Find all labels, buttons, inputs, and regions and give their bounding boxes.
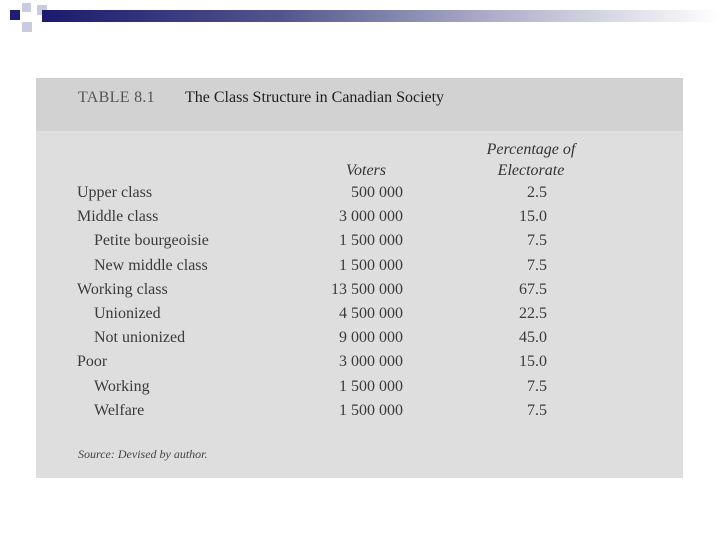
row-voters: 13 500 000	[331, 280, 403, 298]
table-title: The Class Structure in Canadian Society	[185, 89, 445, 106]
row-label: Middle class	[77, 208, 159, 226]
row-label: Working	[94, 377, 150, 395]
table-panel	[36, 78, 683, 478]
row-percentage: 2.5	[527, 184, 547, 201]
row-voters: 3 000 000	[339, 208, 403, 226]
row-label: Poor	[77, 353, 108, 371]
row-label: Not unionized	[94, 329, 186, 347]
column-header-voters: Voters	[346, 162, 386, 179]
row-label: Working class	[77, 280, 168, 298]
row-percentage: 7.5	[527, 377, 547, 395]
row-label: Petite bourgeoisie	[94, 232, 209, 250]
row-percentage: 22.5	[519, 304, 547, 322]
row-label: New middle class	[94, 256, 208, 274]
table-number: TABLE 8.1	[78, 89, 155, 106]
table-row	[36, 255, 683, 279]
decor-square-light	[22, 22, 32, 32]
row-voters: 1 500 000	[339, 256, 403, 274]
table-row	[36, 206, 683, 230]
row-label: Upper class	[77, 184, 153, 201]
row-voters: 1 500 000	[339, 377, 403, 395]
row-label: Unionized	[94, 304, 161, 322]
row-percentage: 45.0	[519, 329, 547, 347]
table-body	[36, 182, 683, 424]
row-percentage: 67.5	[519, 280, 547, 298]
column-header-electorate: Electorate	[497, 162, 565, 179]
table-title-band	[36, 78, 683, 131]
header-gradient-bar	[42, 10, 720, 22]
table-row	[36, 327, 683, 351]
row-voters: 500 000	[351, 184, 403, 201]
row-percentage: 7.5	[527, 232, 547, 250]
table-row	[36, 279, 683, 303]
table-row	[36, 400, 683, 424]
row-percentage: 7.5	[527, 256, 547, 274]
decor-square-dark	[10, 10, 20, 20]
table-source-note: Source: Devised by author.	[78, 447, 208, 461]
row-voters: 3 000 000	[339, 353, 403, 371]
row-voters: 1 500 000	[339, 401, 403, 419]
table-row	[36, 182, 683, 206]
row-percentage: 15.0	[519, 353, 547, 371]
table-row	[36, 230, 683, 254]
table-row	[36, 376, 683, 400]
row-voters: 1 500 000	[339, 232, 403, 250]
decor-square-light	[22, 3, 31, 12]
row-percentage: 7.5	[527, 401, 547, 419]
table-row	[36, 351, 683, 375]
row-percentage: 15.0	[519, 208, 547, 226]
row-voters: 4 500 000	[339, 304, 403, 322]
row-voters: 9 000 000	[339, 329, 403, 347]
table-row	[36, 303, 683, 327]
column-header-percentage: Percentage of	[486, 141, 576, 158]
row-label: Welfare	[94, 401, 145, 419]
